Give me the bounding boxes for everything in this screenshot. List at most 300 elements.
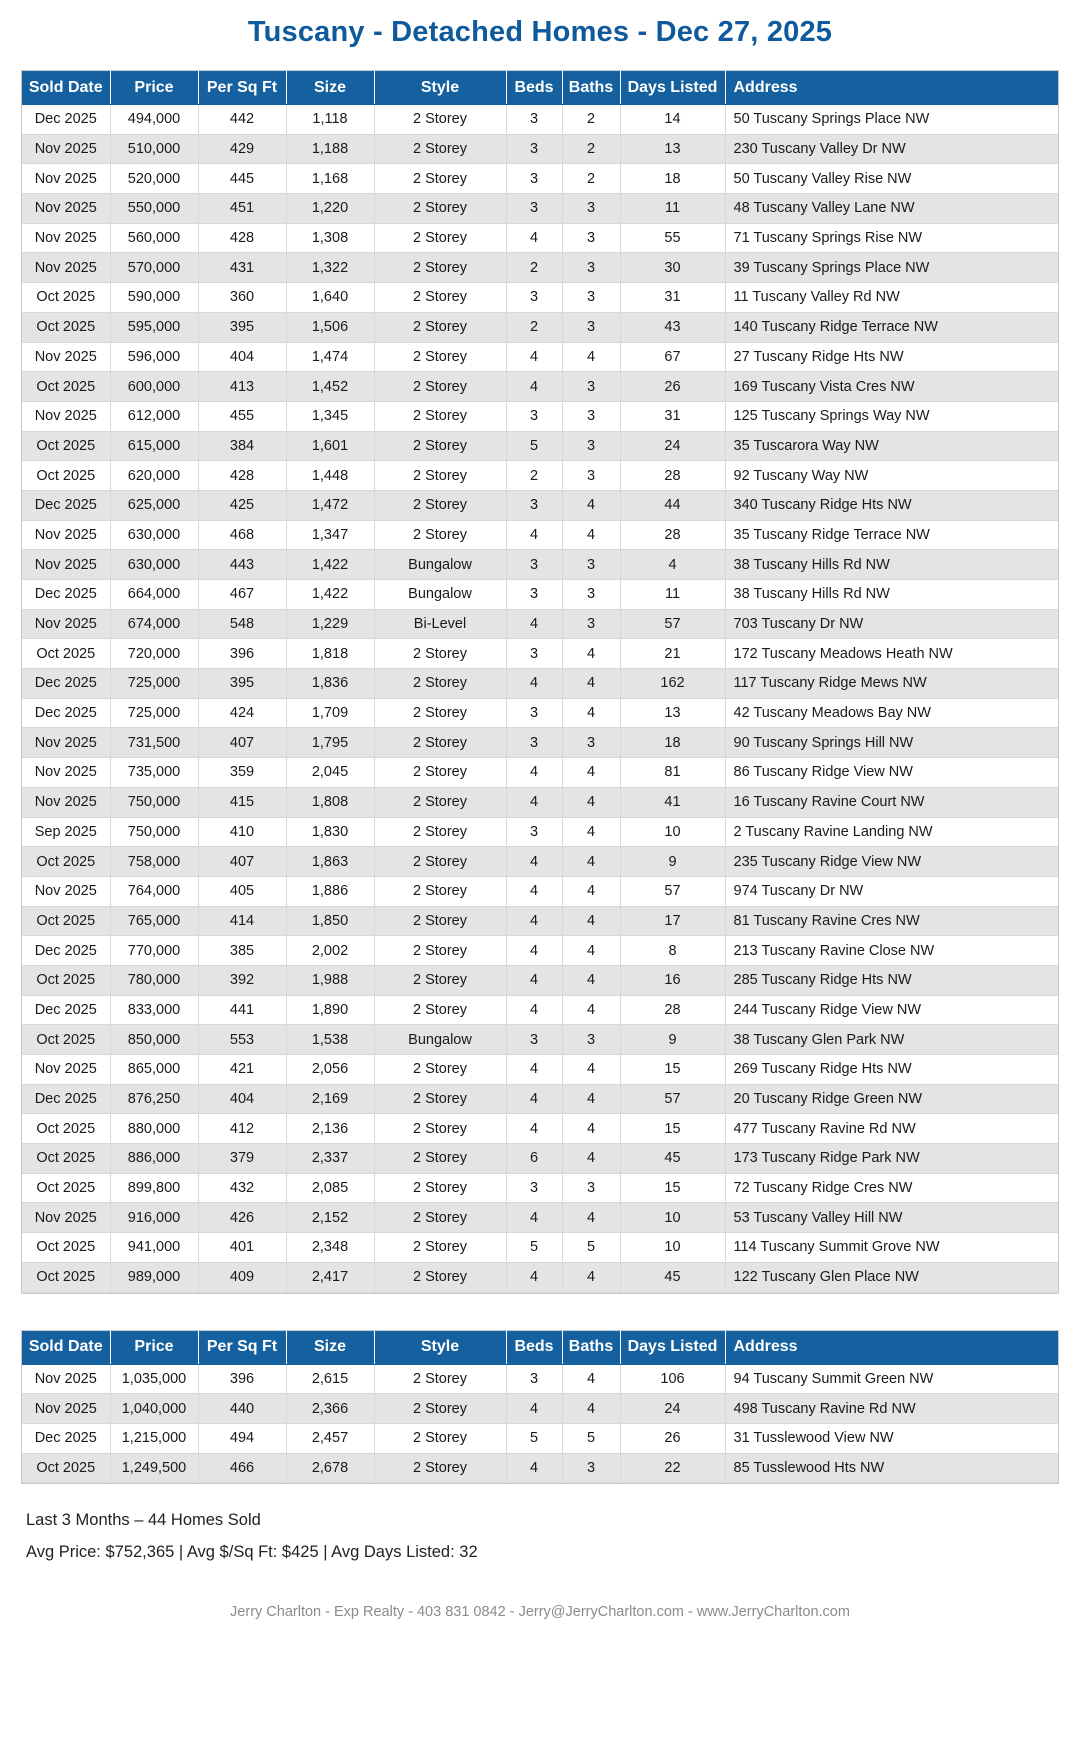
cell-style: 2 Storey — [374, 817, 506, 847]
cell-days-listed: 67 — [620, 342, 725, 372]
cell-price: 625,000 — [110, 490, 198, 520]
footer-contact: Jerry Charlton - Exp Realty - 403 831 0842 - Jerry@JerryCharlton.com - www.JerryCharlton.com — [230, 1603, 850, 1620]
cell-days-listed: 26 — [620, 372, 725, 402]
cell-baths: 2 — [562, 164, 620, 194]
column-header-size[interactable]: Size — [286, 71, 374, 105]
cell-baths: 3 — [562, 1453, 620, 1483]
cell-per-sq-ft: 424 — [198, 698, 286, 728]
table-row[interactable] — [22, 609, 1058, 639]
table-row[interactable] — [22, 461, 1058, 491]
cell-beds: 3 — [506, 105, 562, 135]
cell-days-listed: 106 — [620, 1364, 725, 1394]
table-row[interactable] — [22, 787, 1058, 817]
cell-style: 2 Storey — [374, 164, 506, 194]
cell-price: 750,000 — [110, 787, 198, 817]
table-row[interactable] — [22, 312, 1058, 342]
cell-days-listed: 9 — [620, 847, 725, 877]
cell-size: 1,308 — [286, 223, 374, 253]
cell-baths: 4 — [562, 936, 620, 966]
table-body-secondary — [22, 1364, 1058, 1483]
cell-style: 2 Storey — [374, 1084, 506, 1114]
cell-per-sq-ft: 392 — [198, 965, 286, 995]
cell-price: 886,000 — [110, 1144, 198, 1174]
cell-sold-date: Nov 2025 — [22, 401, 110, 431]
cell-per-sq-ft: 432 — [198, 1173, 286, 1203]
cell-per-sq-ft: 468 — [198, 520, 286, 550]
table-row[interactable] — [22, 817, 1058, 847]
cell-price: 865,000 — [110, 1055, 198, 1085]
cell-days-listed: 55 — [620, 223, 725, 253]
cell-sold-date: Sep 2025 — [22, 817, 110, 847]
cell-price: 674,000 — [110, 609, 198, 639]
table-row[interactable] — [22, 1423, 1058, 1453]
cell-baths: 4 — [562, 817, 620, 847]
cell-sold-date: Dec 2025 — [22, 936, 110, 966]
cell-baths: 3 — [562, 223, 620, 253]
cell-beds: 4 — [506, 936, 562, 966]
cell-sold-date: Oct 2025 — [22, 1144, 110, 1174]
cell-sold-date: Oct 2025 — [22, 283, 110, 313]
column-header-sold-date[interactable]: Sold Date — [22, 1331, 110, 1365]
column-header-price[interactable]: Price — [110, 71, 198, 105]
cell-days-listed: 10 — [620, 817, 725, 847]
table-header-main — [22, 71, 1058, 105]
table-row[interactable] — [22, 1173, 1058, 1203]
cell-per-sq-ft: 395 — [198, 312, 286, 342]
cell-size: 1,601 — [286, 431, 374, 461]
cell-sold-date: Oct 2025 — [22, 372, 110, 402]
cell-price: 595,000 — [110, 312, 198, 342]
cell-address: 974 Tuscany Dr NW — [725, 876, 1058, 906]
table-row[interactable] — [22, 253, 1058, 283]
cell-style: 2 Storey — [374, 520, 506, 550]
cell-size: 2,085 — [286, 1173, 374, 1203]
table-row[interactable] — [22, 105, 1058, 135]
column-header-style[interactable]: Style — [374, 71, 506, 105]
column-header-size[interactable]: Size — [286, 1331, 374, 1365]
cell-baths: 4 — [562, 965, 620, 995]
cell-beds: 4 — [506, 965, 562, 995]
cell-days-listed: 57 — [620, 1084, 725, 1114]
table-row[interactable] — [22, 372, 1058, 402]
cell-style: 2 Storey — [374, 639, 506, 669]
cell-per-sq-ft: 385 — [198, 936, 286, 966]
cell-beds: 4 — [506, 609, 562, 639]
cell-days-listed: 57 — [620, 609, 725, 639]
cell-size: 1,229 — [286, 609, 374, 639]
table-row[interactable] — [22, 431, 1058, 461]
cell-beds: 4 — [506, 906, 562, 936]
table-row[interactable] — [22, 758, 1058, 788]
cell-per-sq-ft: 410 — [198, 817, 286, 847]
cell-sold-date: Dec 2025 — [22, 698, 110, 728]
table-row[interactable] — [22, 520, 1058, 550]
cell-size: 1,422 — [286, 550, 374, 580]
cell-price: 596,000 — [110, 342, 198, 372]
table-row[interactable] — [22, 1114, 1058, 1144]
cell-baths: 4 — [562, 1203, 620, 1233]
table-row[interactable] — [22, 550, 1058, 580]
cell-baths: 5 — [562, 1233, 620, 1263]
cell-days-listed: 15 — [620, 1173, 725, 1203]
column-header-style[interactable]: Style — [374, 1331, 506, 1365]
cell-beds: 3 — [506, 134, 562, 164]
cell-sold-date: Oct 2025 — [22, 1262, 110, 1292]
cell-price: 630,000 — [110, 520, 198, 550]
cell-days-listed: 162 — [620, 669, 725, 699]
cell-beds: 4 — [506, 787, 562, 817]
summary-averages: Avg Price: $752,365 | Avg $/Sq Ft: $425 | Avg Days Listed: 32 — [26, 1542, 478, 1561]
cell-size: 1,808 — [286, 787, 374, 817]
cell-style: 2 Storey — [374, 1055, 506, 1085]
cell-beds: 4 — [506, 1084, 562, 1114]
cell-days-listed: 41 — [620, 787, 725, 817]
cell-address: 94 Tuscany Summit Green NW — [725, 1364, 1058, 1394]
cell-size: 2,169 — [286, 1084, 374, 1114]
cell-price: 520,000 — [110, 164, 198, 194]
cell-days-listed: 24 — [620, 1394, 725, 1424]
cell-size: 2,615 — [286, 1364, 374, 1394]
cell-style: 2 Storey — [374, 1144, 506, 1174]
column-header-address[interactable]: Address — [725, 1331, 1058, 1365]
cell-size: 1,118 — [286, 105, 374, 135]
cell-price: 620,000 — [110, 461, 198, 491]
cell-address: 244 Tuscany Ridge View NW — [725, 995, 1058, 1025]
column-header-per-sq-ft[interactable]: Per Sq Ft — [198, 71, 286, 105]
column-header-beds[interactable]: Beds — [506, 71, 562, 105]
cell-style: 2 Storey — [374, 1203, 506, 1233]
table-row[interactable] — [22, 847, 1058, 877]
cell-days-listed: 57 — [620, 876, 725, 906]
cell-sold-date: Oct 2025 — [22, 1233, 110, 1263]
table-body-main — [22, 105, 1058, 1293]
cell-size: 1,422 — [286, 580, 374, 610]
cell-address: 71 Tuscany Springs Rise NW — [725, 223, 1058, 253]
cell-beds: 4 — [506, 1394, 562, 1424]
cell-baths: 3 — [562, 312, 620, 342]
cell-baths: 2 — [562, 134, 620, 164]
cell-baths: 4 — [562, 1055, 620, 1085]
cell-style: 2 Storey — [374, 669, 506, 699]
table-row[interactable] — [22, 194, 1058, 224]
cell-days-listed: 11 — [620, 194, 725, 224]
table-row[interactable] — [22, 1025, 1058, 1055]
cell-price: 899,800 — [110, 1173, 198, 1203]
cell-address: 35 Tuscarora Way NW — [725, 431, 1058, 461]
cell-per-sq-ft: 412 — [198, 1114, 286, 1144]
cell-size: 1,506 — [286, 312, 374, 342]
table-row[interactable] — [22, 1144, 1058, 1174]
cell-size: 1,709 — [286, 698, 374, 728]
table-row[interactable] — [22, 906, 1058, 936]
cell-days-listed: 13 — [620, 698, 725, 728]
cell-sold-date: Dec 2025 — [22, 580, 110, 610]
table-row[interactable] — [22, 1233, 1058, 1263]
cell-style: 2 Storey — [374, 936, 506, 966]
cell-sold-date: Oct 2025 — [22, 431, 110, 461]
cell-size: 2,056 — [286, 1055, 374, 1085]
cell-baths: 3 — [562, 1025, 620, 1055]
cell-price: 735,000 — [110, 758, 198, 788]
table-row[interactable] — [22, 283, 1058, 313]
cell-baths: 3 — [562, 401, 620, 431]
table-row[interactable] — [22, 669, 1058, 699]
cell-beds: 4 — [506, 995, 562, 1025]
cell-address: 31 Tusslewood View NW — [725, 1423, 1058, 1453]
cell-beds: 3 — [506, 698, 562, 728]
cell-address: 72 Tuscany Ridge Cres NW — [725, 1173, 1058, 1203]
cell-baths: 3 — [562, 1173, 620, 1203]
cell-per-sq-ft: 421 — [198, 1055, 286, 1085]
cell-address: 169 Tuscany Vista Cres NW — [725, 372, 1058, 402]
cell-baths: 5 — [562, 1423, 620, 1453]
cell-price: 550,000 — [110, 194, 198, 224]
cell-baths: 4 — [562, 669, 620, 699]
cell-style: Bi-Level — [374, 609, 506, 639]
cell-baths: 3 — [562, 194, 620, 224]
page-title: Tuscany - Detached Homes - Dec 27, 2025 — [247, 16, 833, 48]
cell-beds: 5 — [506, 1423, 562, 1453]
cell-price: 725,000 — [110, 669, 198, 699]
cell-days-listed: 11 — [620, 580, 725, 610]
cell-style: 2 Storey — [374, 906, 506, 936]
cell-price: 600,000 — [110, 372, 198, 402]
cell-per-sq-ft: 409 — [198, 1262, 286, 1292]
cell-baths: 4 — [562, 847, 620, 877]
cell-per-sq-ft: 553 — [198, 1025, 286, 1055]
table-row[interactable] — [22, 164, 1058, 194]
cell-address: 35 Tuscany Ridge Terrace NW — [725, 520, 1058, 550]
table-row[interactable] — [22, 1262, 1058, 1292]
cell-per-sq-ft: 396 — [198, 639, 286, 669]
column-header-per-sq-ft[interactable]: Per Sq Ft — [198, 1331, 286, 1365]
cell-address: 92 Tuscany Way NW — [725, 461, 1058, 491]
cell-address: 20 Tuscany Ridge Green NW — [725, 1084, 1058, 1114]
cell-days-listed: 28 — [620, 461, 725, 491]
column-header-address[interactable]: Address — [725, 71, 1058, 105]
cell-address: 11 Tuscany Valley Rd NW — [725, 283, 1058, 313]
cell-style: 2 Storey — [374, 134, 506, 164]
cell-address: 42 Tuscany Meadows Bay NW — [725, 698, 1058, 728]
cell-sold-date: Nov 2025 — [22, 520, 110, 550]
cell-days-listed: 24 — [620, 431, 725, 461]
cell-style: 2 Storey — [374, 283, 506, 313]
cell-days-listed: 13 — [620, 134, 725, 164]
cell-style: 2 Storey — [374, 461, 506, 491]
table-row[interactable] — [22, 580, 1058, 610]
cell-style: 2 Storey — [374, 1394, 506, 1424]
table-row[interactable] — [22, 490, 1058, 520]
cell-size: 1,890 — [286, 995, 374, 1025]
cell-address: 85 Tusslewood Hts NW — [725, 1453, 1058, 1483]
cell-address: 2 Tuscany Ravine Landing NW — [725, 817, 1058, 847]
cell-price: 780,000 — [110, 965, 198, 995]
cell-beds: 3 — [506, 194, 562, 224]
cell-days-listed: 81 — [620, 758, 725, 788]
table-row[interactable] — [22, 728, 1058, 758]
cell-size: 1,886 — [286, 876, 374, 906]
cell-per-sq-ft: 441 — [198, 995, 286, 1025]
cell-per-sq-ft: 466 — [198, 1453, 286, 1483]
cell-size: 2,348 — [286, 1233, 374, 1263]
cell-price: 560,000 — [110, 223, 198, 253]
cell-baths: 4 — [562, 490, 620, 520]
table-row[interactable] — [22, 1394, 1058, 1424]
cell-baths: 4 — [562, 342, 620, 372]
cell-size: 1,836 — [286, 669, 374, 699]
cell-baths: 4 — [562, 520, 620, 550]
cell-price: 510,000 — [110, 134, 198, 164]
cell-price: 1,040,000 — [110, 1394, 198, 1424]
cell-address: 235 Tuscany Ridge View NW — [725, 847, 1058, 877]
cell-address: 173 Tuscany Ridge Park NW — [725, 1144, 1058, 1174]
cell-size: 1,863 — [286, 847, 374, 877]
cell-per-sq-ft: 425 — [198, 490, 286, 520]
cell-address: 86 Tuscany Ridge View NW — [725, 758, 1058, 788]
cell-sold-date: Oct 2025 — [22, 1173, 110, 1203]
cell-days-listed: 21 — [620, 639, 725, 669]
cell-days-listed: 4 — [620, 550, 725, 580]
cell-size: 1,640 — [286, 283, 374, 313]
table-row[interactable] — [22, 876, 1058, 906]
cell-beds: 4 — [506, 847, 562, 877]
cell-days-listed: 30 — [620, 253, 725, 283]
cell-price: 764,000 — [110, 876, 198, 906]
table-row[interactable] — [22, 965, 1058, 995]
cell-size: 1,850 — [286, 906, 374, 936]
cell-beds: 3 — [506, 1173, 562, 1203]
cell-style: 2 Storey — [374, 372, 506, 402]
cell-sold-date: Dec 2025 — [22, 995, 110, 1025]
cell-style: 2 Storey — [374, 194, 506, 224]
table-row[interactable] — [22, 1084, 1058, 1114]
column-header-beds[interactable]: Beds — [506, 1331, 562, 1365]
cell-price: 664,000 — [110, 580, 198, 610]
table-row[interactable] — [22, 936, 1058, 966]
table-row[interactable] — [22, 1203, 1058, 1233]
cell-baths: 3 — [562, 728, 620, 758]
cell-days-listed: 28 — [620, 995, 725, 1025]
cell-baths: 4 — [562, 1394, 620, 1424]
cell-sold-date: Dec 2025 — [22, 490, 110, 520]
cell-beds: 4 — [506, 1114, 562, 1144]
cell-beds: 3 — [506, 580, 562, 610]
cell-style: 2 Storey — [374, 342, 506, 372]
cell-size: 2,366 — [286, 1394, 374, 1424]
cell-per-sq-ft: 440 — [198, 1394, 286, 1424]
cell-baths: 3 — [562, 580, 620, 610]
cell-address: 117 Tuscany Ridge Mews NW — [725, 669, 1058, 699]
cell-sold-date: Dec 2025 — [22, 669, 110, 699]
table-row[interactable] — [22, 223, 1058, 253]
cell-address: 38 Tuscany Hills Rd NW — [725, 550, 1058, 580]
cell-style: 2 Storey — [374, 995, 506, 1025]
cell-address: 122 Tuscany Glen Place NW — [725, 1262, 1058, 1292]
cell-sold-date: Oct 2025 — [22, 906, 110, 936]
table-row[interactable] — [22, 639, 1058, 669]
cell-style: 2 Storey — [374, 1262, 506, 1292]
cell-size: 2,152 — [286, 1203, 374, 1233]
cell-per-sq-ft: 414 — [198, 906, 286, 936]
cell-sold-date: Nov 2025 — [22, 164, 110, 194]
cell-address: 340 Tuscany Ridge Hts NW — [725, 490, 1058, 520]
cell-per-sq-ft: 442 — [198, 105, 286, 135]
cell-per-sq-ft: 401 — [198, 1233, 286, 1263]
cell-style: 2 Storey — [374, 965, 506, 995]
table-row[interactable] — [22, 995, 1058, 1025]
column-header-baths[interactable]: Baths — [562, 71, 620, 105]
cell-address: 50 Tuscany Springs Place NW — [725, 105, 1058, 135]
cell-beds: 2 — [506, 461, 562, 491]
cell-beds: 4 — [506, 669, 562, 699]
cell-per-sq-ft: 407 — [198, 728, 286, 758]
column-header-price[interactable]: Price — [110, 1331, 198, 1365]
cell-sold-date: Oct 2025 — [22, 847, 110, 877]
cell-days-listed: 45 — [620, 1262, 725, 1292]
column-header-days-listed[interactable]: Days Listed — [620, 1331, 725, 1365]
cell-price: 612,000 — [110, 401, 198, 431]
summary-block — [22, 1483, 1058, 1568]
cell-sold-date: Dec 2025 — [22, 1084, 110, 1114]
cell-address: 114 Tuscany Summit Grove NW — [725, 1233, 1058, 1263]
cell-baths: 4 — [562, 906, 620, 936]
cell-price: 725,000 — [110, 698, 198, 728]
cell-sold-date: Oct 2025 — [22, 965, 110, 995]
cell-size: 1,988 — [286, 965, 374, 995]
cell-style: Bungalow — [374, 1025, 506, 1055]
cell-baths: 3 — [562, 609, 620, 639]
cell-sold-date: Oct 2025 — [22, 639, 110, 669]
cell-price: 941,000 — [110, 1233, 198, 1263]
cell-beds: 3 — [506, 550, 562, 580]
cell-sold-date: Nov 2025 — [22, 787, 110, 817]
cell-price: 989,000 — [110, 1262, 198, 1292]
cell-baths: 4 — [562, 995, 620, 1025]
cell-sold-date: Nov 2025 — [22, 194, 110, 224]
cell-beds: 4 — [506, 372, 562, 402]
column-header-days-listed[interactable]: Days Listed — [620, 71, 725, 105]
cell-size: 1,818 — [286, 639, 374, 669]
cell-style: 2 Storey — [374, 1364, 506, 1394]
cell-address: 213 Tuscany Ravine Close NW — [725, 936, 1058, 966]
cell-beds: 3 — [506, 639, 562, 669]
cell-days-listed: 8 — [620, 936, 725, 966]
cell-beds: 4 — [506, 758, 562, 788]
cell-sold-date: Nov 2025 — [22, 134, 110, 164]
column-header-baths[interactable]: Baths — [562, 1331, 620, 1365]
cell-per-sq-ft: 494 — [198, 1423, 286, 1453]
cell-sold-date: Nov 2025 — [22, 1055, 110, 1085]
cell-address: 16 Tuscany Ravine Court NW — [725, 787, 1058, 817]
cell-per-sq-ft: 467 — [198, 580, 286, 610]
cell-style: 2 Storey — [374, 401, 506, 431]
cell-per-sq-ft: 407 — [198, 847, 286, 877]
table-header-row — [22, 1331, 1058, 1365]
cell-style: 2 Storey — [374, 105, 506, 135]
table-row[interactable] — [22, 698, 1058, 728]
table-row[interactable] — [22, 1453, 1058, 1483]
cell-address: 81 Tuscany Ravine Cres NW — [725, 906, 1058, 936]
column-header-sold-date[interactable]: Sold Date — [22, 71, 110, 105]
table-row[interactable] — [22, 1364, 1058, 1394]
table-row[interactable] — [22, 134, 1058, 164]
table-row[interactable] — [22, 342, 1058, 372]
table-row[interactable] — [22, 401, 1058, 431]
table-separator — [22, 1293, 1058, 1331]
table-row[interactable] — [22, 1055, 1058, 1085]
cell-style: 2 Storey — [374, 1173, 506, 1203]
cell-size: 2,136 — [286, 1114, 374, 1144]
